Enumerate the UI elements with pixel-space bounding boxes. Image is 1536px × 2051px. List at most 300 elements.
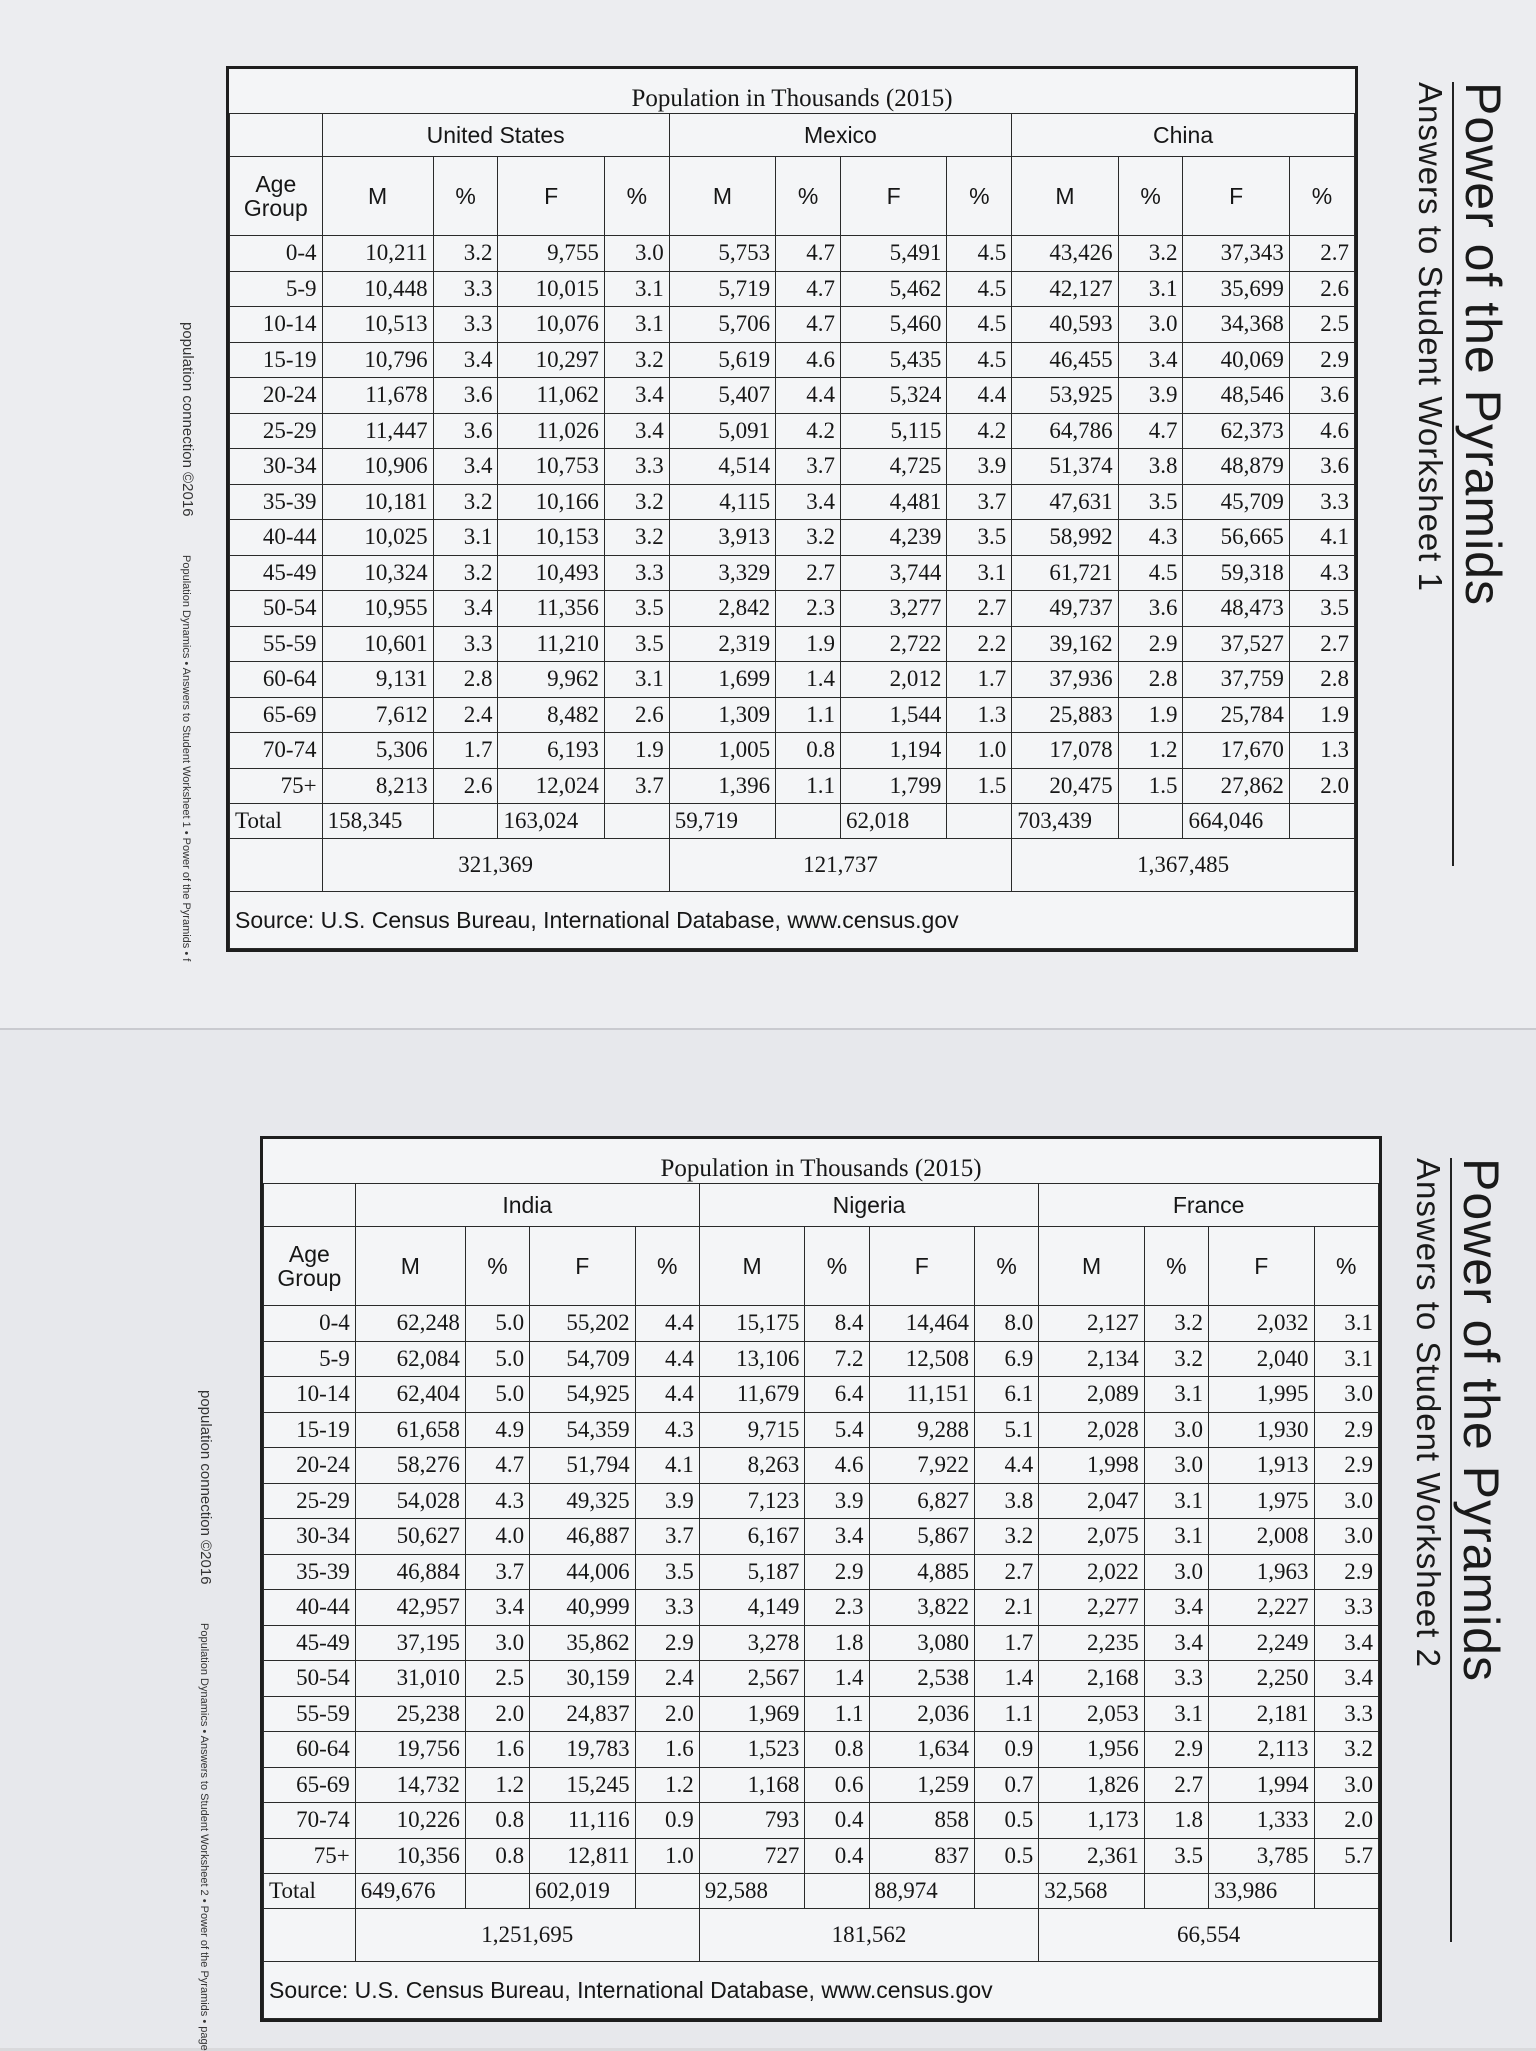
value-cell: 25,784 [1183, 697, 1289, 733]
source-citation: Source: U.S. Census Bureau, International Database, www.census.gov [264, 1962, 1379, 2019]
table-row [230, 626, 1355, 662]
value-cell: 3,080 [869, 1625, 975, 1661]
value-cell: 6.1 [975, 1377, 1039, 1413]
value-cell: 3.7 [465, 1554, 529, 1590]
value-cell: 4.5 [947, 271, 1012, 307]
value-cell: 51,794 [530, 1448, 636, 1484]
column-header: % [776, 157, 841, 236]
value-cell: 1,969 [699, 1696, 805, 1732]
value-cell: 858 [869, 1803, 975, 1839]
value-cell: 48,473 [1183, 591, 1289, 627]
value-cell: 5,187 [699, 1554, 805, 1590]
value-cell: 25,883 [1012, 697, 1118, 733]
table-row [230, 662, 1355, 698]
value-cell: 35,862 [530, 1625, 636, 1661]
value-cell: 2,008 [1209, 1519, 1315, 1555]
country-header: China [1012, 114, 1355, 157]
value-cell: 4.5 [1118, 555, 1183, 591]
value-cell: 4.3 [1118, 520, 1183, 556]
value-cell: 3.4 [776, 484, 841, 520]
table-row [230, 378, 1355, 414]
value-cell: 3.6 [433, 378, 498, 414]
blank-cell [465, 1874, 529, 1909]
value-cell: 37,195 [355, 1625, 465, 1661]
value-cell: 42,127 [1012, 271, 1118, 307]
value-cell: 4.9 [465, 1412, 529, 1448]
value-cell: 6.4 [805, 1377, 869, 1413]
value-cell: 3.1 [433, 520, 498, 556]
value-cell: 34,368 [1183, 307, 1289, 343]
value-cell: 4.5 [947, 342, 1012, 378]
table-row [230, 768, 1355, 804]
value-cell: 1.1 [805, 1696, 869, 1732]
value-cell: 1.3 [947, 697, 1012, 733]
value-cell: 3.1 [604, 662, 669, 698]
table-row [230, 555, 1355, 591]
value-cell: 3.7 [776, 449, 841, 485]
value-cell: 3.3 [1314, 1696, 1378, 1732]
value-cell: 19,756 [355, 1732, 465, 1768]
value-cell: 10,226 [355, 1803, 465, 1839]
value-cell: 2.4 [635, 1661, 699, 1697]
value-cell: 2.0 [1289, 768, 1354, 804]
age-group-cell: 0-4 [230, 236, 323, 272]
value-cell: 37,936 [1012, 662, 1118, 698]
combined-total: 181,562 [699, 1909, 1038, 1962]
value-cell: 6,193 [498, 733, 604, 769]
age-group-cell: 5-9 [230, 271, 323, 307]
value-cell: 3.1 [604, 271, 669, 307]
age-group-cell: 40-44 [264, 1590, 356, 1626]
value-cell: 5.0 [465, 1306, 529, 1342]
value-cell: 62,084 [355, 1341, 465, 1377]
value-cell: 0.6 [805, 1767, 869, 1803]
total-value: 88,974 [869, 1874, 975, 1909]
value-cell: 17,078 [1012, 733, 1118, 769]
value-cell: 9,288 [869, 1412, 975, 1448]
value-cell: 3.2 [1144, 1341, 1208, 1377]
combined-total: 321,369 [322, 839, 669, 892]
value-cell: 10,955 [322, 591, 433, 627]
value-cell: 0.9 [635, 1803, 699, 1839]
value-cell: 3.1 [947, 555, 1012, 591]
worksheet-subtitle: Answers to Student Worksheet 2 [1410, 1158, 1447, 1668]
value-cell: 3.5 [604, 626, 669, 662]
value-cell: 11,356 [498, 591, 604, 627]
combined-total: 1,367,485 [1012, 839, 1355, 892]
value-cell: 1.3 [1289, 733, 1354, 769]
value-cell: 1,826 [1039, 1767, 1145, 1803]
table-row [264, 1448, 1379, 1484]
value-cell: 10,324 [322, 555, 433, 591]
value-cell: 62,373 [1183, 413, 1289, 449]
value-cell: 45,709 [1183, 484, 1289, 520]
value-cell: 4.5 [947, 307, 1012, 343]
value-cell: 5,306 [322, 733, 433, 769]
value-cell: 3.2 [604, 520, 669, 556]
age-group-header: Age Group [230, 157, 323, 236]
age-group-cell: 10-14 [264, 1377, 356, 1413]
table-row [264, 1590, 1379, 1626]
value-cell: 9,962 [498, 662, 604, 698]
value-cell: 10,076 [498, 307, 604, 343]
value-cell: 2,277 [1039, 1590, 1145, 1626]
value-cell: 3.0 [1314, 1483, 1378, 1519]
value-cell: 10,166 [498, 484, 604, 520]
value-cell: 3.4 [465, 1590, 529, 1626]
worksheet-page-2 [0, 1030, 1536, 2051]
value-cell: 1.5 [1118, 768, 1183, 804]
value-cell: 8,482 [498, 697, 604, 733]
value-cell: 3.0 [1144, 1412, 1208, 1448]
table-row [264, 1732, 1379, 1768]
value-cell: 46,887 [530, 1519, 636, 1555]
value-cell: 50,627 [355, 1519, 465, 1555]
value-cell: 3.4 [805, 1519, 869, 1555]
value-cell: 1,963 [1209, 1554, 1315, 1590]
value-cell: 5,435 [840, 342, 946, 378]
value-cell: 11,210 [498, 626, 604, 662]
table-row [264, 1838, 1379, 1874]
age-group-cell: 45-49 [230, 555, 323, 591]
table-row [264, 1341, 1379, 1377]
value-cell: 4.0 [465, 1519, 529, 1555]
value-cell: 2,168 [1039, 1661, 1145, 1697]
value-cell: 2.9 [1144, 1732, 1208, 1768]
value-cell: 27,862 [1183, 768, 1289, 804]
value-cell: 10,448 [322, 271, 433, 307]
value-cell: 5,460 [840, 307, 946, 343]
worksheet-subtitle: Answers to Student Worksheet 1 [1412, 82, 1449, 592]
value-cell: 4,885 [869, 1554, 975, 1590]
value-cell: 61,658 [355, 1412, 465, 1448]
column-header: M [1039, 1227, 1145, 1306]
value-cell: 3.4 [433, 591, 498, 627]
value-cell: 2,567 [699, 1661, 805, 1697]
value-cell: 55,202 [530, 1306, 636, 1342]
value-cell: 1.9 [1118, 697, 1183, 733]
value-cell: 3.3 [433, 271, 498, 307]
value-cell: 2.0 [1314, 1803, 1378, 1839]
value-cell: 3.4 [1118, 342, 1183, 378]
value-cell: 1,194 [840, 733, 946, 769]
value-cell: 1.0 [947, 733, 1012, 769]
value-cell: 3.0 [1314, 1767, 1378, 1803]
value-cell: 37,527 [1183, 626, 1289, 662]
value-cell: 3.4 [433, 342, 498, 378]
value-cell: 0.8 [465, 1838, 529, 1874]
table-row [230, 307, 1355, 343]
value-cell: 2.9 [1118, 626, 1183, 662]
value-cell: 44,006 [530, 1554, 636, 1590]
value-cell: 2.1 [975, 1590, 1039, 1626]
value-cell: 2,022 [1039, 1554, 1145, 1590]
age-group-cell: 65-69 [230, 697, 323, 733]
value-cell: 2,012 [840, 662, 946, 698]
table-row [264, 1625, 1379, 1661]
value-cell: 2.0 [465, 1696, 529, 1732]
column-header: % [1289, 157, 1354, 236]
value-cell: 2.9 [1289, 342, 1354, 378]
value-cell: 10,153 [498, 520, 604, 556]
age-group-cell: 55-59 [264, 1696, 356, 1732]
value-cell: 3.3 [604, 555, 669, 591]
value-cell: 14,732 [355, 1767, 465, 1803]
value-cell: 1.1 [776, 768, 841, 804]
value-cell: 24,837 [530, 1696, 636, 1732]
value-cell: 2.6 [604, 697, 669, 733]
value-cell: 2.7 [1144, 1767, 1208, 1803]
column-header: M [669, 157, 775, 236]
age-group-cell: 25-29 [230, 413, 323, 449]
value-cell: 1.0 [635, 1838, 699, 1874]
blank-cell [947, 804, 1012, 839]
value-cell: 4.7 [776, 307, 841, 343]
value-cell: 17,670 [1183, 733, 1289, 769]
value-cell: 43,426 [1012, 236, 1118, 272]
footer-breadcrumb: Population Dynamics • Answers to Student Worksheet 1 • Power of the Pyramids • f [180, 555, 192, 962]
value-cell: 5,324 [840, 378, 946, 414]
value-cell: 1.5 [947, 768, 1012, 804]
value-cell: 2.8 [433, 662, 498, 698]
age-group-cell: 0-4 [264, 1306, 356, 1342]
age-group-cell: 65-69 [264, 1767, 356, 1803]
value-cell: 4.2 [776, 413, 841, 449]
value-cell: 1.4 [776, 662, 841, 698]
value-cell: 11,447 [322, 413, 433, 449]
value-cell: 3.2 [1144, 1306, 1208, 1342]
value-cell: 2,319 [669, 626, 775, 662]
table-row [230, 236, 1355, 272]
value-cell: 3.4 [604, 413, 669, 449]
value-cell: 1,544 [840, 697, 946, 733]
value-cell: 3.0 [1144, 1448, 1208, 1484]
value-cell: 2.0 [635, 1696, 699, 1732]
value-cell: 1.6 [465, 1732, 529, 1768]
value-cell: 1,259 [869, 1767, 975, 1803]
value-cell: 10,181 [322, 484, 433, 520]
value-cell: 4.3 [635, 1412, 699, 1448]
value-cell: 0.5 [975, 1838, 1039, 1874]
value-cell: 53,925 [1012, 378, 1118, 414]
age-group-cell: 50-54 [264, 1661, 356, 1697]
total-label: Total [264, 1874, 356, 1909]
value-cell: 59,318 [1183, 555, 1289, 591]
value-cell: 10,601 [322, 626, 433, 662]
value-cell: 5,619 [669, 342, 775, 378]
value-cell: 4.7 [776, 271, 841, 307]
age-group-cell: 15-19 [264, 1412, 356, 1448]
value-cell: 3.6 [1289, 449, 1354, 485]
value-cell: 40,069 [1183, 342, 1289, 378]
blank-cell [433, 804, 498, 839]
column-header: F [840, 157, 946, 236]
age-group-cell: 45-49 [264, 1625, 356, 1661]
value-cell: 1,309 [669, 697, 775, 733]
table-row [230, 484, 1355, 520]
value-cell: 3.5 [604, 591, 669, 627]
table-caption: Population in Thousands (2015) [264, 1139, 1379, 1184]
value-cell: 42,957 [355, 1590, 465, 1626]
value-cell: 2,032 [1209, 1306, 1315, 1342]
value-cell: 4.3 [1289, 555, 1354, 591]
age-group-cell: 60-64 [264, 1732, 356, 1768]
age-group-cell: 10-14 [230, 307, 323, 343]
value-cell: 1.9 [776, 626, 841, 662]
value-cell: 3.2 [1314, 1732, 1378, 1768]
value-cell: 3.1 [1144, 1696, 1208, 1732]
value-cell: 1,168 [699, 1767, 805, 1803]
value-cell: 3.0 [604, 236, 669, 272]
table-row [264, 1377, 1379, 1413]
country-header: Nigeria [699, 1184, 1038, 1227]
value-cell: 3.1 [1144, 1377, 1208, 1413]
value-cell: 2.9 [1314, 1554, 1378, 1590]
value-cell: 1,333 [1209, 1803, 1315, 1839]
value-cell: 2.7 [947, 591, 1012, 627]
value-cell: 2,361 [1039, 1838, 1145, 1874]
value-cell: 4,481 [840, 484, 946, 520]
value-cell: 2.9 [1314, 1412, 1378, 1448]
value-cell: 1.2 [635, 1767, 699, 1803]
value-cell: 3.1 [1314, 1306, 1378, 1342]
value-cell: 3.7 [947, 484, 1012, 520]
value-cell: 5.0 [465, 1377, 529, 1413]
value-cell: 2,235 [1039, 1625, 1145, 1661]
column-header: % [1314, 1227, 1378, 1306]
value-cell: 2,249 [1209, 1625, 1315, 1661]
value-cell: 3.4 [1144, 1590, 1208, 1626]
value-cell: 48,879 [1183, 449, 1289, 485]
value-cell: 3.7 [635, 1519, 699, 1555]
blank-cell [776, 804, 841, 839]
value-cell: 8.4 [805, 1306, 869, 1342]
value-cell: 2.2 [947, 626, 1012, 662]
age-group-cell: 55-59 [230, 626, 323, 662]
value-cell: 11,062 [498, 378, 604, 414]
value-cell: 58,992 [1012, 520, 1118, 556]
value-cell: 4,149 [699, 1590, 805, 1626]
blank-cell [1144, 1874, 1208, 1909]
value-cell: 2.3 [776, 591, 841, 627]
value-cell: 4.4 [947, 378, 1012, 414]
table-row [230, 271, 1355, 307]
value-cell: 14,464 [869, 1306, 975, 1342]
value-cell: 6,827 [869, 1483, 975, 1519]
blank-cell [1314, 1874, 1378, 1909]
value-cell: 3.6 [1289, 378, 1354, 414]
value-cell: 11,678 [322, 378, 433, 414]
table-row [230, 733, 1355, 769]
value-cell: 1,975 [1209, 1483, 1315, 1519]
value-cell: 1.2 [465, 1767, 529, 1803]
value-cell: 1.4 [975, 1661, 1039, 1697]
worksheet-title: Power of the Pyramids [1452, 82, 1512, 866]
value-cell: 3.3 [433, 307, 498, 343]
value-cell: 3.3 [604, 449, 669, 485]
column-header: % [947, 157, 1012, 236]
value-cell: 2.6 [433, 768, 498, 804]
total-value: 33,986 [1209, 1874, 1315, 1909]
value-cell: 1,699 [669, 662, 775, 698]
value-cell: 1,995 [1209, 1377, 1315, 1413]
value-cell: 1,634 [869, 1732, 975, 1768]
value-cell: 2,047 [1039, 1483, 1145, 1519]
value-cell: 2.7 [776, 555, 841, 591]
value-cell: 10,493 [498, 555, 604, 591]
value-cell: 9,131 [322, 662, 433, 698]
page-footer [178, 322, 196, 961]
value-cell: 37,759 [1183, 662, 1289, 698]
value-cell: 62,404 [355, 1377, 465, 1413]
table-row [264, 1554, 1379, 1590]
value-cell: 3.9 [635, 1483, 699, 1519]
value-cell: 3.1 [1314, 1341, 1378, 1377]
value-cell: 48,546 [1183, 378, 1289, 414]
value-cell: 2,538 [869, 1661, 975, 1697]
value-cell: 3.4 [1314, 1661, 1378, 1697]
value-cell: 2.4 [433, 697, 498, 733]
value-cell: 3.2 [433, 236, 498, 272]
value-cell: 1,956 [1039, 1732, 1145, 1768]
age-group-cell: 70-74 [230, 733, 323, 769]
table-row [264, 1803, 1379, 1839]
value-cell: 10,906 [322, 449, 433, 485]
value-cell: 1,005 [669, 733, 775, 769]
value-cell: 7.2 [805, 1341, 869, 1377]
value-cell: 9,715 [699, 1412, 805, 1448]
value-cell: 31,010 [355, 1661, 465, 1697]
value-cell: 10,513 [322, 307, 433, 343]
total-value: 158,345 [322, 804, 433, 839]
blank-cell [230, 114, 323, 157]
combined-total: 1,251,695 [355, 1909, 699, 1962]
value-cell: 6.9 [975, 1341, 1039, 1377]
value-cell: 3.5 [947, 520, 1012, 556]
value-cell: 4.4 [975, 1448, 1039, 1484]
value-cell: 10,025 [322, 520, 433, 556]
column-header: F [1209, 1227, 1315, 1306]
value-cell: 54,359 [530, 1412, 636, 1448]
country-header: France [1039, 1184, 1379, 1227]
value-cell: 3.9 [1118, 378, 1183, 414]
value-cell: 11,151 [869, 1377, 975, 1413]
value-cell: 5,091 [669, 413, 775, 449]
value-cell: 3.5 [1289, 591, 1354, 627]
value-cell: 0.7 [975, 1767, 1039, 1803]
value-cell: 3.6 [1118, 591, 1183, 627]
value-cell: 4,239 [840, 520, 946, 556]
value-cell: 4.4 [635, 1341, 699, 1377]
value-cell: 4.6 [776, 342, 841, 378]
value-cell: 54,925 [530, 1377, 636, 1413]
value-cell: 7,612 [322, 697, 433, 733]
value-cell: 0.4 [805, 1838, 869, 1874]
blank-cell [975, 1874, 1039, 1909]
value-cell: 61,721 [1012, 555, 1118, 591]
value-cell: 3.2 [604, 342, 669, 378]
value-cell: 20,475 [1012, 768, 1118, 804]
value-cell: 2.7 [1289, 236, 1354, 272]
total-value: 602,019 [530, 1874, 636, 1909]
column-header: M [1012, 157, 1118, 236]
value-cell: 3.7 [604, 768, 669, 804]
total-label: Total [230, 804, 323, 839]
value-cell: 8.0 [975, 1306, 1039, 1342]
country-header: India [355, 1184, 699, 1227]
value-cell: 5.7 [1314, 1838, 1378, 1874]
value-cell: 3.5 [635, 1554, 699, 1590]
